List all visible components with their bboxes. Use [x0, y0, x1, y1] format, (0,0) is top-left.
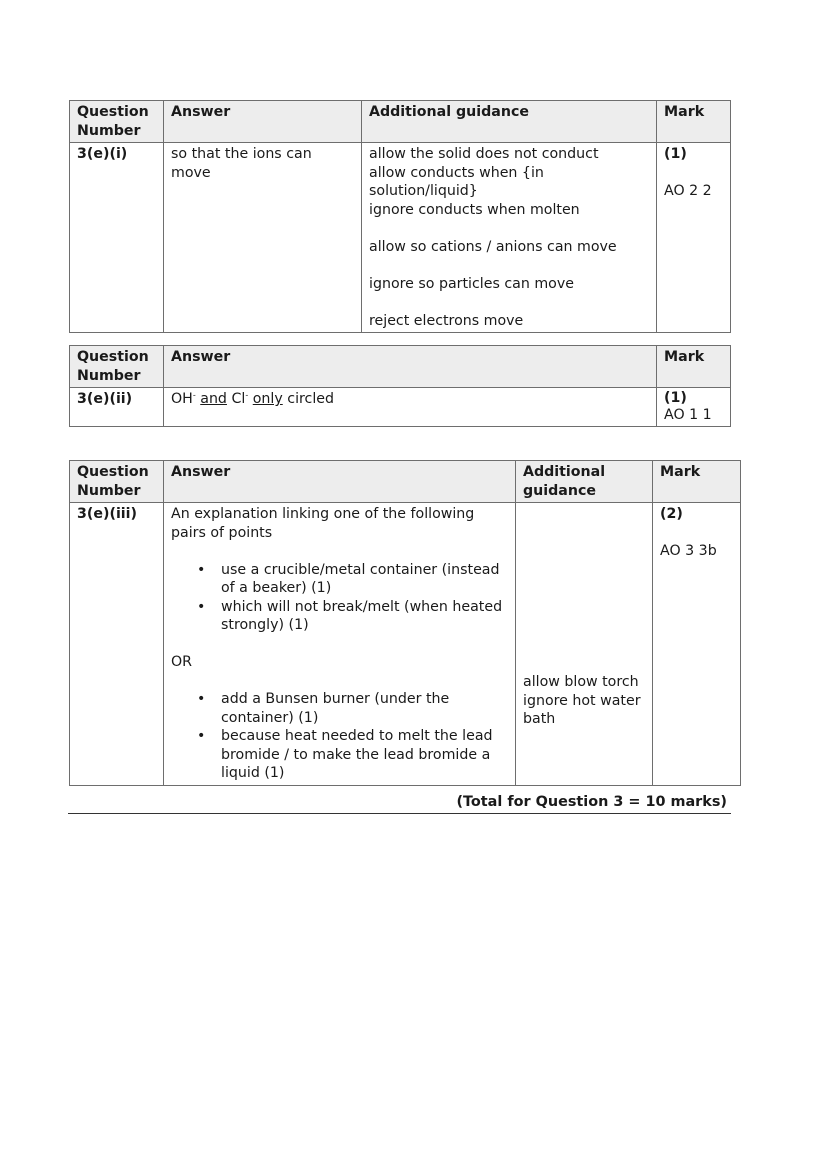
guidance-header: Additional guidance [362, 101, 657, 143]
answer-circled: circled [287, 391, 335, 407]
table-row [70, 388, 731, 427]
mark-value: (2) [660, 506, 683, 522]
guidance-header: Additional guidance [516, 461, 653, 503]
assessment-objective: AO 1 1 [664, 407, 712, 423]
guidance-cell [516, 503, 653, 786]
table-header-row [70, 101, 731, 143]
answer-text: so that the ions can move [171, 146, 312, 181]
mark-scheme-table-3e-i [69, 100, 731, 333]
charge-minus: - [192, 390, 196, 400]
guidance-line: allow the solid does not conduct [369, 146, 599, 162]
guidance-line: allow so cations / anions can move [369, 238, 617, 255]
answer-header: Answer [164, 346, 657, 388]
assessment-objective: AO 3 3b [660, 543, 717, 559]
assessment-objective: AO 2 2 [664, 183, 712, 199]
answer-header: Answer [164, 101, 362, 143]
guidance-line: ignore hot water bath [523, 692, 641, 727]
answer-cell [164, 388, 657, 427]
total-text: (Total for Question 3 = 10 marks) [456, 794, 727, 810]
question-number-header: Question Number [70, 461, 164, 503]
mark-cell [657, 143, 731, 333]
answer-cell [164, 143, 362, 333]
charge-minus: - [245, 390, 249, 400]
guidance-line: ignore so particles can move [369, 275, 574, 292]
ion-hydroxide: OH [171, 391, 193, 407]
table-header-row [70, 461, 741, 503]
mark-scheme-table-3e-iii [69, 460, 741, 786]
guidance-line: ignore conducts when molten [369, 201, 580, 218]
guidance-cell [362, 143, 657, 333]
mark-header: Mark [657, 346, 731, 388]
mark-cell [653, 503, 741, 786]
mark-cell [657, 388, 731, 427]
guidance-line: allow conducts when {in solution/liquid} [369, 164, 544, 199]
mark-header: Mark [657, 101, 731, 143]
mark-header: Mark [653, 461, 741, 503]
answer-header: Answer [164, 461, 516, 503]
table-row [70, 143, 731, 333]
guidance-line: reject electrons move [369, 312, 524, 329]
answer-or: OR [171, 654, 193, 670]
answer-conjunction: and [200, 391, 227, 407]
question-number-header: Question Number [70, 346, 164, 388]
list-item: • add a Bunsen burner (under the container) (1) [171, 690, 508, 727]
question-number-header: Question Number [70, 101, 164, 143]
list-item: • use a crucible/metal container (instead of a beaker) (1) [171, 561, 508, 598]
question-number: 3(e)(iii) [70, 503, 164, 786]
answer-pair-1 [171, 561, 508, 635]
table-row [70, 503, 741, 786]
table-header-row [70, 346, 731, 388]
question-number: 3(e)(i) [70, 143, 164, 333]
ion-chloride: Cl [231, 391, 246, 407]
mark-value: (1) [664, 390, 687, 406]
list-item: • which will not break/melt (when heated strongly) (1) [171, 598, 508, 635]
answer-pair-2 [171, 690, 508, 783]
mark-scheme-table-3e-ii [69, 345, 731, 427]
question-number: 3(e)(ii) [70, 388, 164, 427]
mark-value: (1) [664, 146, 687, 162]
answer-cell [164, 503, 516, 786]
answer-only: only [252, 391, 283, 407]
question-total [68, 793, 731, 814]
guidance-line: allow blow torch [523, 674, 639, 690]
list-item: • because heat needed to melt the lead bromide / to make the lead bromide a liquid (1) [171, 727, 508, 783]
answer-intro: An explanation linking one of the following pairs of points [171, 506, 475, 541]
